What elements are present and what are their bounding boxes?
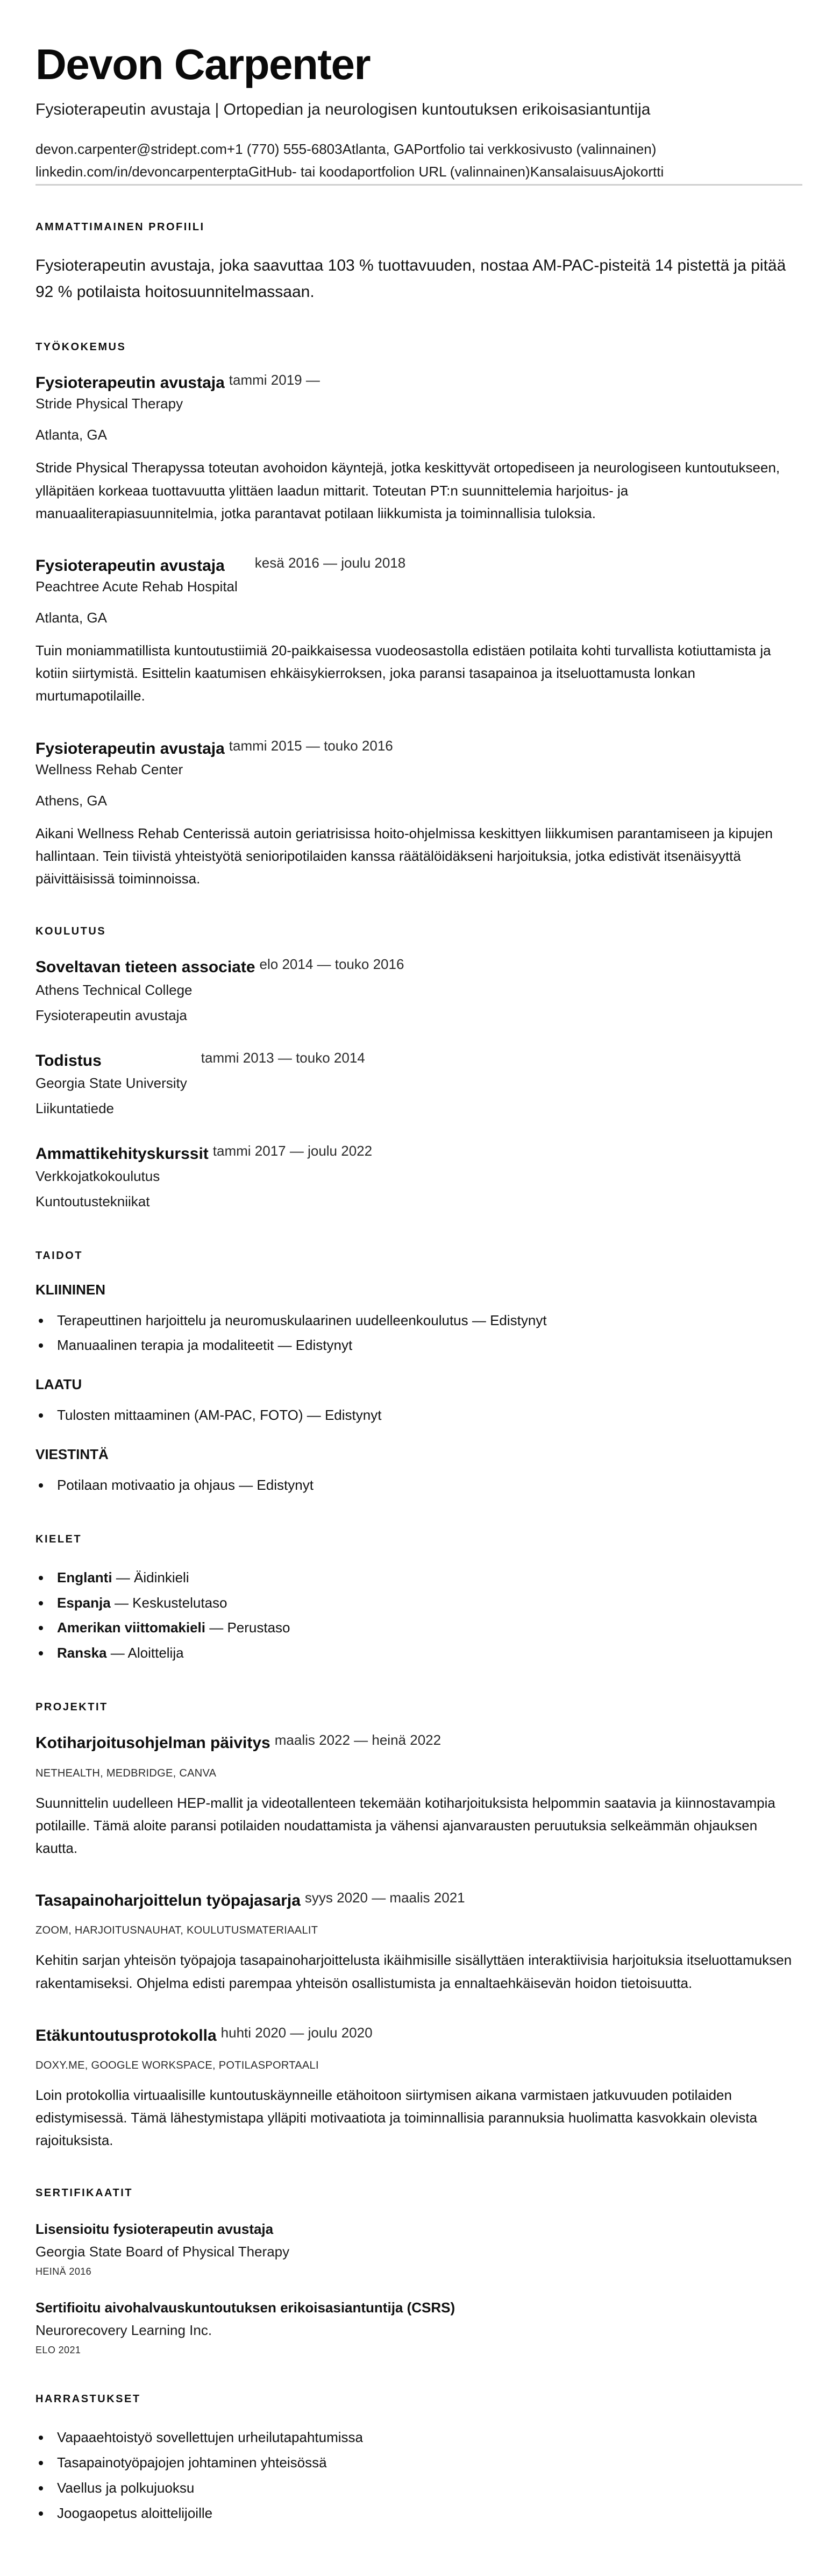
project-tech: ZOOM, HARJOITUSNAUHAT, KOULUTUSMATERIAALIT (35, 1924, 318, 1937)
language-level: — Äidinkieli (112, 1569, 189, 1586)
language-item (35, 1615, 802, 1640)
project-name: Kotiharjoitusohjelman päivitys (35, 1734, 270, 1752)
skill-group-title: LAATU (35, 1376, 82, 1393)
skill-item: Terapeuttinen harjoittelu ja neuromuskulaarinen uudelleenkoulutus — Edistynyt (35, 1308, 802, 1333)
certification-issuer: Neurorecovery Learning Inc. (35, 2322, 212, 2339)
resume-header (35, 42, 802, 186)
project-tech: NETHEALTH, MEDBRIDGE, CANVA (35, 1767, 217, 1779)
project-description: Loin protokollia virtuaalisille kuntoutuskäynneille etähoitoon siirtymisen aikana varmistaen jatkuvuuden potilaiden edistymisessä. Tämä lähestymistapa ylläpiti motivaatiota ja toiminnallisia parannuksia huolimatta kasvokkain olevista rajoituksista. (35, 2087, 758, 2149)
education-dates: tammi 2013 — touko 2014 (201, 1049, 365, 1066)
education-dates: tammi 2017 — joulu 2022 (212, 1142, 373, 1159)
job-description: Aikani Wellness Rehab Centerissä autoin geriatrisissa hoito-ohjelmissa keskittyen liikkumisen parantamiseen ja kipujen hallintaan. Tein tiivistä yhteistyötä senioripotilaiden kanssa räätälöidäkseni harjoituksia, jotka edistivät itsenäisyyttä päivittäisissä toiminnoissa. (35, 825, 773, 887)
project-description: Kehitin sarjan yhteisön työpajoja tasapainoharjoittelusta ikäihmisille sisällyttäen interaktiivisia harjoituksia itseluottamuksen rakentamiseksi. Ohjelma edisti parempaa yhteisön osallistumista ja ennaltaehkäisevän hoidon tietoisuutta. (35, 1952, 792, 1991)
experience-item (35, 373, 802, 525)
language-name: Englanti (57, 1569, 112, 1586)
language-level: — Aloittelija (106, 1645, 184, 1661)
education-item (35, 1144, 802, 1214)
candidate-name: Devon Carpenter (35, 40, 371, 88)
company-name: Stride Physical Therapy (35, 395, 183, 412)
email-link[interactable]: devon.carpenter@stridept.com (35, 141, 227, 157)
contact-line-1 (35, 138, 802, 161)
language-name: Amerikan viittomakieli (57, 1619, 205, 1636)
interest-item: Joogaopetus aloittelijoille (35, 2501, 802, 2526)
job-title: Fysioterapeutin avustaja (35, 739, 225, 758)
language-name: Espanja (57, 1594, 111, 1611)
project-item (35, 2026, 802, 2152)
degree-name: Soveltavan tieteen associate (35, 958, 255, 976)
school-name: Verkkojatkokoulutus (35, 1168, 160, 1185)
section-title: PROJEKTIT (35, 1701, 108, 1714)
project-description: Suunnittelin uudelleen HEP-mallit ja videotallenteen tekemään kotiharjoituksista helpommin saatavia ja kiinnostavampia potilaille. Tämä aloite paransi potilaiden noudattamista ja vähensi ajanvarausten peruutuksia selkeämmän ohjauksen kautta. (35, 1794, 775, 1856)
language-list (35, 1565, 802, 1666)
job-title: Fysioterapeutin avustaja (35, 556, 225, 575)
job-title: Fysioterapeutin avustaja (35, 373, 225, 392)
profile-section (35, 221, 802, 306)
job-location: Atlanta, GA (35, 427, 107, 443)
section-title: KOULUTUS (35, 925, 106, 938)
education-item (35, 1051, 802, 1121)
job-description: Stride Physical Therapyssa toteutan avohoidon käyntejä, jotka keskittyvät ortopediseen ja neurologiseen kuntoutukseen, ylläpitäen korkeaa tuottavuutta ylittäen laadun mittarit. Toteutan PT:n suunnittelemia harjoitus- ja manuaaliterapiasuunnitelmia, jotka parantavat potilaan liikkumista ja toiminnallisia tuloksia. (35, 459, 780, 521)
linkedin-link[interactable]: linkedin.com/in/devoncarpenterpta (35, 163, 249, 180)
interest-item: Tasapainotyöpajojen johtaminen yhteisössä (35, 2450, 802, 2475)
candidate-tagline: Fysioterapeutin avustaja | Ortopedian ja neurologisen kuntoutuksen erikoisasiantuntija (35, 101, 651, 118)
language-level: — Perustaso (205, 1619, 290, 1636)
experience-item (35, 739, 802, 890)
language-name: Ranska (57, 1645, 107, 1661)
header-divider (35, 184, 802, 186)
portfolio-link[interactable]: Portfolio tai verkkosivusto (valinnainen) (414, 141, 657, 157)
citizenship: Kansalaisuus (530, 163, 614, 180)
field-of-study: Kuntoutustekniikat (35, 1193, 150, 1209)
experience-item (35, 556, 802, 707)
contact-info (35, 138, 802, 183)
project-dates: maalis 2022 — heinä 2022 (274, 1732, 442, 1749)
contact-line-2 (35, 161, 802, 183)
location: Atlanta, GA (342, 141, 414, 157)
section-title: SERTIFIKAATIT (35, 2187, 133, 2199)
skill-group (35, 1376, 802, 1428)
skill-item: Manuaalinen terapia ja modaliteetit — Edistynyt (35, 1333, 802, 1358)
degree-name: Ammattikehityskurssit (35, 1144, 209, 1163)
skills-section (35, 1250, 802, 1498)
section-title: KIELET (35, 1533, 82, 1545)
certification-item (35, 2297, 802, 2358)
language-item (35, 1590, 802, 1616)
skill-list (35, 1403, 802, 1428)
interest-item: Vaellus ja polkujuoksu (35, 2475, 802, 2501)
phone-number[interactable]: +1 (770) 555-6803 (226, 141, 343, 157)
job-location: Athens, GA (35, 792, 107, 809)
project-dates: syys 2020 — maalis 2021 (304, 1889, 465, 1906)
education-item (35, 957, 802, 1028)
skill-group (35, 1446, 802, 1498)
company-name: Peachtree Acute Rehab Hospital (35, 578, 238, 595)
github-link[interactable]: GitHub- tai koodaportfolion URL (valinnainen) (248, 163, 530, 180)
project-item (35, 1891, 802, 1994)
job-location: Atlanta, GA (35, 609, 107, 626)
certification-date: HEINÄ 2016 (35, 2266, 92, 2277)
interest-item: Vapaaehtoistyö sovellettujen urheilutapahtumissa (35, 2425, 802, 2450)
experience-section (35, 341, 802, 890)
skill-group-title: VIESTINTÄ (35, 1446, 109, 1463)
job-dates: tammi 2019 — (229, 371, 320, 388)
skill-item: Tulosten mittaaminen (AM-PAC, FOTO) — Edistynyt (35, 1403, 802, 1428)
project-name: Tasapainoharjoittelun työpajasarja (35, 1891, 301, 1909)
section-title: TAIDOT (35, 1249, 83, 1262)
skill-group (35, 1282, 802, 1358)
certifications-section (35, 2187, 802, 2358)
interests-section (35, 2393, 802, 2525)
language-item (35, 1565, 802, 1590)
certification-name: Sertifioitu aivohalvauskuntoutuksen erikoisasiantuntija (CSRS) (35, 2299, 455, 2316)
education-dates: elo 2014 — touko 2016 (259, 956, 404, 973)
languages-section (35, 1533, 802, 1666)
field-of-study: Liikuntatiede (35, 1100, 114, 1116)
job-description: Tuin moniammatillista kuntoutustiimiä 20-paikkaisessa vuodeosastolla edistäen potilaita kohti turvallista kotiuttamista ja kotiin siirtymistä. Esittelin kaatumisen ehkäisykierroksen, joka paransi tasapainoa ja itseluottamusta lonkan murtumapotilaille. (35, 642, 771, 704)
project-item (35, 1733, 802, 1859)
field-of-study: Fysioterapeutin avustaja (35, 1007, 187, 1023)
section-title: AMMATTIMAINEN PROFIILI (35, 221, 205, 233)
profile-summary: Fysioterapeutin avustaja, joka saavuttaa 103 % tuottavuuden, nostaa AM-PAC-pisteitä 14 pistettä ja pitää 92 % potilaista hoitosuunnitelmassaan. (35, 257, 786, 301)
company-name: Wellness Rehab Center (35, 761, 183, 778)
skill-group-title: KLIININEN (35, 1281, 105, 1298)
education-section (35, 925, 802, 1214)
certification-name: Lisensioitu fysioterapeutin avustaja (35, 2221, 274, 2238)
project-dates: huhti 2020 — joulu 2020 (220, 2024, 373, 2041)
school-name: Georgia State University (35, 1075, 187, 1091)
projects-section (35, 1701, 802, 2152)
skill-list (35, 1308, 802, 1358)
skill-item: Potilaan motivaatio ja ohjaus — Edistynyt (35, 1473, 802, 1498)
school-name: Athens Technical College (35, 981, 193, 998)
degree-name: Todistus (35, 1051, 102, 1070)
job-dates: kesä 2016 — joulu 2018 (254, 554, 406, 571)
project-tech: DOXY.ME, GOOGLE WORKSPACE, POTILASPORTAALI (35, 2060, 319, 2072)
certification-item (35, 2219, 802, 2279)
skill-list (35, 1473, 802, 1498)
language-item (35, 1640, 802, 1666)
language-level: — Keskustelutaso (110, 1594, 227, 1611)
section-title: TYÖKOKEMUS (35, 341, 126, 353)
interest-list (35, 2425, 802, 2525)
certification-date: ELO 2021 (35, 2344, 81, 2355)
project-name: Etäkuntoutusprotokolla (35, 2026, 217, 2044)
job-dates: tammi 2015 — touko 2016 (229, 737, 393, 754)
section-title: HARRASTUKSET (35, 2393, 141, 2405)
drivers-license: Ajokortti (613, 163, 664, 180)
certification-issuer: Georgia State Board of Physical Therapy (35, 2244, 290, 2260)
